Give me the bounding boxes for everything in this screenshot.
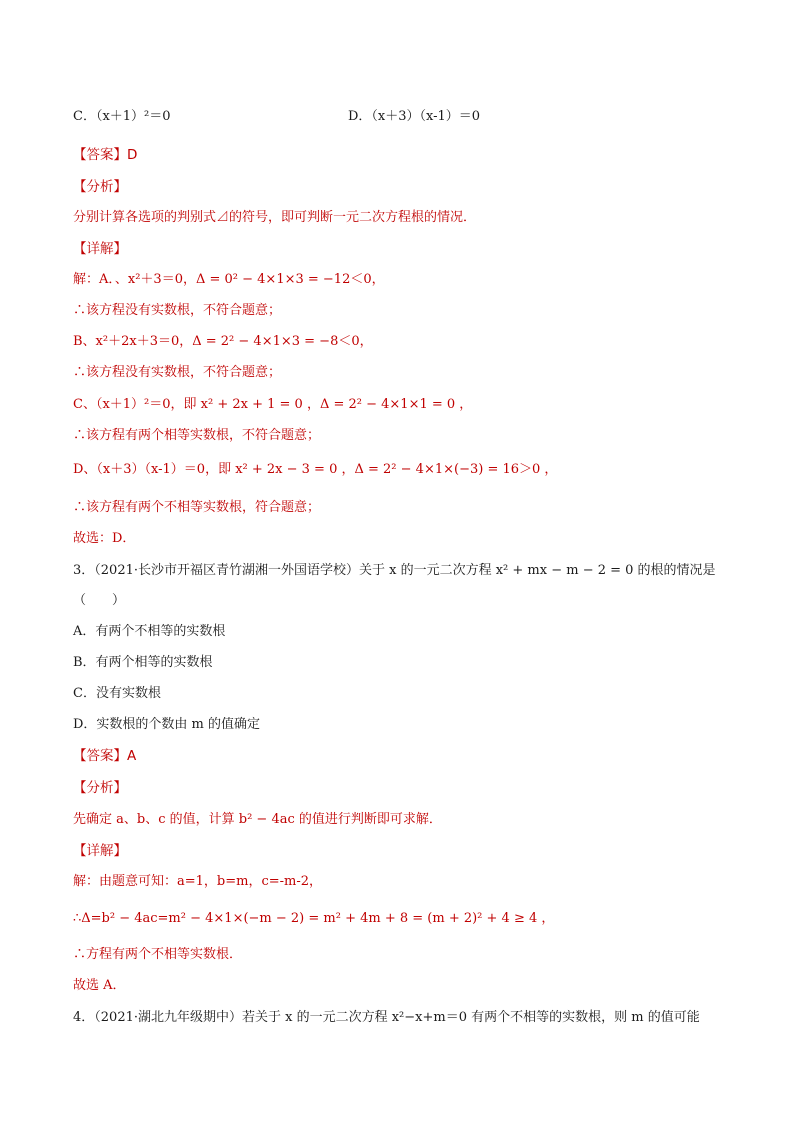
answer-q2: 【答案】D	[73, 147, 138, 163]
q3-option-b: B．有两个相等的实数根	[73, 655, 213, 670]
option-d: D．（x＋3）（x-1）＝0	[348, 109, 481, 124]
q2-step-3: B、x²＋2x＋3＝0，Δ = 2² − 4×1×3 = −8＜0，	[73, 334, 373, 349]
q2-step-7: D、（x＋3）（x-1）＝0，即 x² + 2x − 3 = 0 ，Δ = 2² − 4×1×(−3) = 16＞0 ，	[73, 462, 558, 477]
analysis-text-q2: 分别计算各选项的判别式⊿的符号，即可判断一元二次方程根的情况．	[73, 210, 477, 225]
option-c: C．（x＋1）²＝0	[73, 109, 171, 124]
q3-stem: 3．（2021·长沙市开福区青竹湖湘一外国语学校）关于 x 的一元二次方程 x² + mx − m − 2 = 0 的根的情况是	[73, 563, 716, 578]
q2-step-1: 解：A．、x²＋3＝0，Δ = 0² − 4×1×3 = −12＜0，	[73, 272, 385, 287]
q3-step-4: 故选 A．	[73, 978, 126, 993]
detail-heading-q3: 【详解】	[73, 843, 127, 859]
q3-step-2: ∴Δ=b² − 4ac=m² − 4×1×(−m − 2) = m² + 4m + 8 = (m + 2)² + 4 ≥ 4 ，	[73, 911, 555, 926]
q3-step-3: ∴方程有两个不相等实数根．	[73, 947, 243, 962]
q3-option-d: D．实数根的个数由 m 的值确定	[73, 717, 261, 732]
q2-step-9: 故选：D．	[73, 531, 136, 546]
q3-option-c: C．没有实数根	[73, 686, 161, 701]
q2-step-4: ∴该方程没有实数根，不符合题意；	[73, 365, 282, 380]
detail-heading-q2: 【详解】	[73, 241, 127, 257]
q2-step-2: ∴该方程没有实数根，不符合题意；	[73, 303, 282, 318]
q4-stem: 4．（2021·湖北九年级期中）若关于 x 的一元二次方程 x²−x+m＝0 有两个不相等的实数根，则 m 的值可能	[73, 1010, 700, 1025]
q3-paren: （ ）	[73, 593, 126, 608]
q2-step-6: ∴该方程有两个相等实数根，不符合题意；	[73, 428, 321, 443]
q3-step-1: 解：由题意可知：a=1，b=m，c=-m-2，	[73, 874, 323, 889]
q2-step-5: C、（x＋1）²＝0，即 x² + 2x + 1 = 0 ，Δ = 2² − 4×1×1 = 0 ，	[73, 397, 473, 412]
q2-step-8: ∴该方程有两个不相等实数根，符合题意；	[73, 500, 321, 515]
analysis-heading-q2: 【分析】	[73, 179, 127, 195]
q3-option-a: A．有两个不相等的实数根	[73, 624, 226, 639]
analysis-text-q3: 先确定 a、b、c 的值，计算 b² − 4ac 的值进行判断即可求解．	[73, 812, 442, 827]
analysis-heading-q3: 【分析】	[73, 780, 127, 796]
answer-q3: 【答案】A	[73, 748, 137, 764]
